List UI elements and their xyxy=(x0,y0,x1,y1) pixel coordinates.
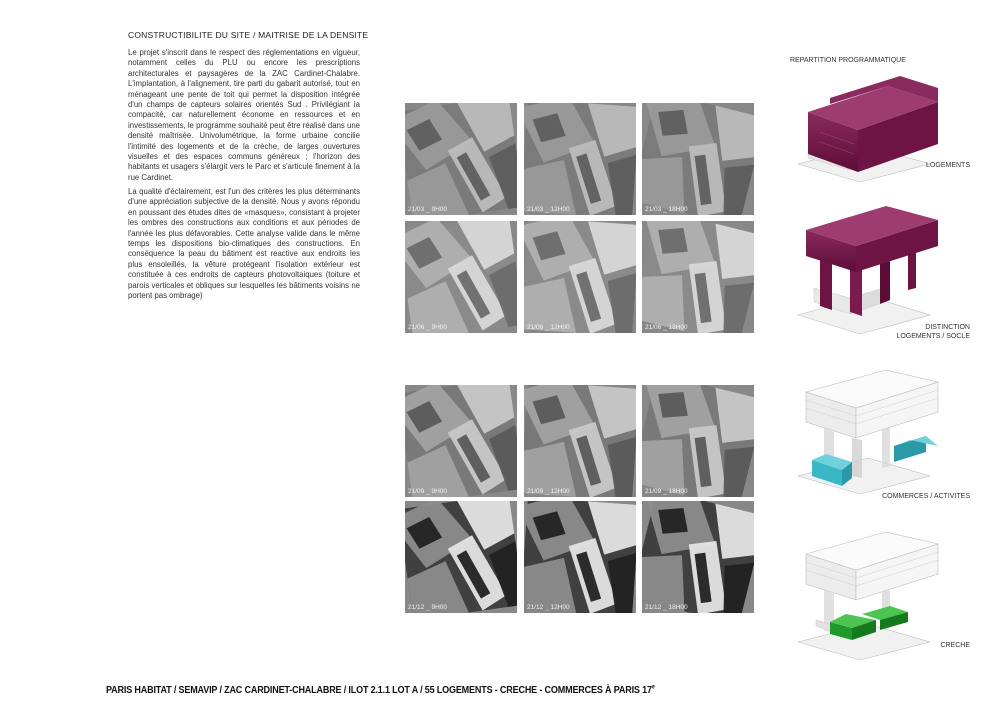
shadow-study-label: 21/12 _ 12H00 xyxy=(527,604,570,611)
shadow-study-label: 21/03 _ 18H00 xyxy=(645,206,688,213)
shadow-study-tile xyxy=(642,501,754,613)
shadow-study-tile xyxy=(642,103,754,215)
shadow-study-label: 21/09 _ 18H00 xyxy=(645,488,688,495)
shadow-study-tile xyxy=(524,385,636,497)
shadow-study-tile xyxy=(405,501,517,613)
shadow-study-label: 21/12 _ 18H00 xyxy=(645,604,688,611)
shadow-study-label: 21/09 _ 12H00 xyxy=(527,488,570,495)
section-title: CONSTRUCTIBILITE DU SITE / MAITRISE DE LA DENSITE xyxy=(128,30,369,40)
paragraph-constructibility: Le projet s'inscrit dans le respect des réglementations en vigueur, notamment celles du PLU ou encore les prescriptions architecturales et paysagères de la ZAC Cardinet-Chalabre. L'implantation, à l'alignement, tire parti du gabarit autorisé, tout en ménageant une pente de toit qui permet la disposition intégrée d'un champs de capteurs solaires orientés Sud . Privilégiant la compacité, car naturellement économe en ressources et en investissements, le programme souhaité peut être réalisé dans une densité maîtrisée. Univolumétrique, la forme urbaine concilie l'intimité des logements et de la crèche, de larges ouvertures visuelles et des espaces communs généreux ; l'horizon des habitants et usagers s'élargit vers le Parc et s'articule finement à la rue Cardinet. xyxy=(128,48,360,182)
shadow-study-tile xyxy=(405,385,517,497)
shadow-study-label: 21/12 _ 9H00 xyxy=(408,604,448,611)
label-creche: CRECHE xyxy=(940,642,970,649)
shadow-study-label: 21/03 _ 12H00 xyxy=(527,206,570,213)
shadow-study-tile xyxy=(524,103,636,215)
label-distinction: DISTINCTION LOGEMENTS / SOCLE xyxy=(896,324,970,340)
shadow-study-label: 21/06 _ 9H00 xyxy=(408,324,448,331)
shadow-study-tile xyxy=(405,221,517,333)
paragraph-lighting: La qualité d'éclairement, est l'un des critères les plus déterminants d'une appréciation subjective de la densité. Nous y avons répondu en poussant des études dites de «masques», consistant à projeter les ombres des constructions aux conditions et aux périodes de l'année les plus défavorables. Cette analyse valide dans le même temps les dispositions bio-climatiques des constructions. En conséquence la peau du bâtiment est reactive aux endroits les plus ensoleillés, la vêture protégeant l'isolation extérieur est constituée à ces endroits de capteurs photovoltaiques (toiture et parois verticales et obliques sur lesquelles les bâtiments voisins ne portent pas ombrage) xyxy=(128,187,360,301)
label-commerces: COMMERCES / ACTIVITES xyxy=(882,493,970,500)
shadow-study-label: 21/06 _ 18H00 xyxy=(645,324,688,331)
iso-commerces-diagram xyxy=(790,368,950,498)
shadow-study-tile xyxy=(405,103,517,215)
shadow-study-tile xyxy=(642,221,754,333)
shadow-study-label: 21/06 _ 12H00 xyxy=(527,324,570,331)
shadow-study-label: 21/03 _ 9H00 xyxy=(408,206,448,213)
project-footer: PARIS HABITAT / SEMAVIP / ZAC CARDINET-CHALABRE / ILOT 2.1.1 LOT A / 55 LOGEMENTS - CRECHE - COMMERCES À PARIS 17e xyxy=(106,684,655,696)
shadow-study-tile xyxy=(642,385,754,497)
label-logements: LOGEMENTS xyxy=(926,162,970,169)
iso-creche-diagram xyxy=(790,530,950,665)
shadow-study-label: 21/09 _ 9H00 xyxy=(408,488,448,495)
shadow-study-tile xyxy=(524,501,636,613)
iso-distinction-diagram xyxy=(790,200,950,340)
shadow-study-tile xyxy=(524,221,636,333)
programme-title: REPARTITION PROGRAMMATIQUE xyxy=(790,57,906,64)
